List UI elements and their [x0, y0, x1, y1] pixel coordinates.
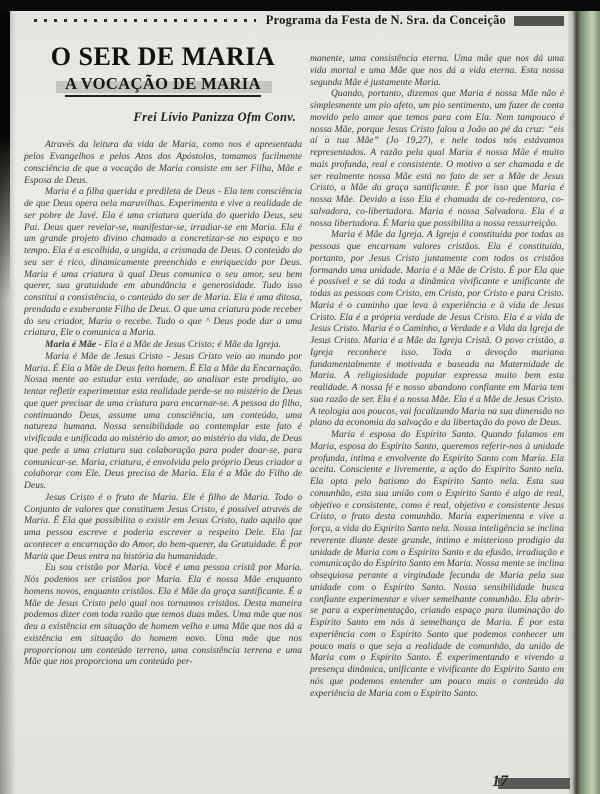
paragraph: manente, uma consistência eterna. Uma mãe que nos dá uma vida mortal e uma Mãe que nos dá a vida eterna. Esta nossa segunda Mãe é justamente Maria. [310, 53, 564, 88]
paragraph: Maria é Mãe de Jesus Cristo - Jesus Cristo veio ao mundo por Maria. É Ela a Mãe de Deus feito homem. É Ela a Mãe da Encarnação. Nossa mente ao estudar esta verdade, ao analisar este prodígio, ao tentar refletir experimentar esta realidade perde-se no mistério de Deus que quer precisar de uma criatura para encarnar-se. A pessoa do filho, continuando Deus, assume uma consciência, um conteúdo, uma natureza humana. Nossa sensibilidade ao contemplar este fato é vivificada e unificada ao mistério do amor, ao mistério da vida, de Deus que pede a uma criatura sua colaboração para poder doar-se, para comunicar-se. Maria, criatura, é envolvida pelo próprio Deus criador a colaborar com Ele. Deus precisa de Maria. Ela é a Mãe do Filho de Deus. [24, 350, 302, 492]
scan-left-edge [0, 0, 10, 300]
left-column-paragraphs [24, 139, 302, 668]
article-subtitle: A VOCAÇÃO DE MARIA [65, 74, 261, 97]
right-column [310, 31, 564, 794]
scan-top-edge [0, 0, 600, 11]
article-title: O SER DE MARIA [50, 42, 276, 71]
article-title-block [24, 31, 302, 139]
footer-accent-bar [498, 778, 570, 789]
paragraph: Maria é a filha querida e predileta de Deus - Ela tem consciência de que Deus opera nela maravilhas. Experimenta e vive a realidade de ser pobre de Javé. Ela é uma criatura querida do querido Deus, seu Pai. Deus quer revelar-se, manifestar-se, irradiar-se em Maria. Ela é um grande projeto divino chamado a concretizar-se no espaço e no tempo. Ela é a escolhida, a ungida, a crismada de Deus. O conteúdo do seu ser é rico, dinamicamente preenchido e enriquecido por Deus. Maria é uma criatura à qual Deus comunica o seu amor, seu bem querer, sua gratuidade em abundância e generosidade. Tudo isso constitui a consistência, o conteúdo do ser de Maria. Ela é uma ditosa, prendada e exuberante Filha de Deus. O que uma criatura pode receber do seu criador, Maria o recebe. Tudo o que ^ Deus pode dar a uma criatura, Ele o comunica a Maria. [24, 186, 302, 339]
article-author: Frei Lívio Panizza Ofm Conv. [133, 110, 296, 125]
right-column-paragraphs [310, 31, 564, 699]
paragraph: Maria é esposa do Espírito Santo. Quando falamos em Maria, esposa do Espírito Santo, queremos referir-nos à unidade profunda, íntima e envolvente do Espírito Santo com Maria. Ela aceita. Consciente e livremente, a ação do Espírito Santo nela. Ela opta pelo batismo do Espírito Santo nela. Esta sua comunhão, esta sua união com o Espírito Santo é algo de real, objetivo e consistente, como é real, objetivo e consistente Jesus Cristo, o fruto desta comunhão. Maria experimenta e vive a força, a vida do Espírito Santo nela. Nossa inteligência se inclina reverente diante deste grande, íntimo e misterioso prodígio da unidade de Maria com o Espírito Santo e da efusão, irradiação e comunicação do Espírito Santo em Maria. Nossa mente se inclina obsequiosa perante a virgindade fecunda de Maria pela sua unidade com o Espírito Santo. Nossa sensibilidade busca confiante experimentar e viver semelhante comunhão. Ela abrir-se para a experimentação, criando espaço para iluminação do Espírito Santo em nós à semelhança de Maria. É por esta experiência com o Espírito Santo que podemos conhecer um pouco mais o que seja a realidade de comunhão, da união de Maria com o Espírito Santo. É experimentando e vivendo a presença dinâmica, unificante e vivificante do Espírito Santo em nós que podemos entender um pouco mais o conteúdo da experiência de Maria com o Espírito Santo. [310, 429, 564, 699]
booklet-title: Programa da Festa de N. Sra. da Conceição [265, 13, 506, 27]
left-column [24, 31, 302, 794]
book-spine-edge [568, 0, 600, 794]
paragraph: Através da leitura da vida de Maria, como nos é apresentada pelos Evangelhos e pelos Atos dos Apóstolos, tomamos facilmente consciência de que a vocação de Maria consiste em ser Filha, Mãe e Esposa de Deus. [24, 139, 302, 186]
article-subtitle-wrap [24, 74, 302, 98]
paragraph: Maria é Mãe da Igreja. A Igreja é constituída por todas as pessoas que encarnam valores cristãos. Ela é constituída, portanto, por Jesus Cristo juntamente com todos os cristãos formando uma unidade. Maria é a Mãe de Cristo. É por Ela que é possível e se dá toda a dinâmica vivificante e unificante de todas as pessoas com Cristo, em Cristo, por Cristo e para Cristo. Maria é o caminho que leva à experiência e à vida de Jesus Cristo. Ela é a própria verdade de Jesus Cristo. Ela é a vida de Jesus Cristo. Maria é o Caminho, a Verdade e a Vida da Igreja de Jesus Cristo. Maria é a Mãe da Igreja Cristã. O povo cristão, a Igreja reconhece isso. Toda a devoção mariana fundamentalmente é motivada e baseada na Maternidade de Maria. A religiosidade popular expressa muito bem esta realidade. A nossa fé e nosso abandono confiante em Maria tem sua razão de ser. Ela é a nossa Mãe. Ela é a Mãe de Jesus Cristo. A teologia aos poucos, vai focalizando Maria na sua dimensão no plano da economia da salvação e da libertação do povo de Deus. [310, 229, 564, 429]
page-footer [492, 774, 570, 790]
header-accent-bar [514, 16, 564, 26]
article-body [24, 31, 564, 794]
page-header [34, 13, 564, 28]
dotted-leader [34, 19, 256, 22]
paragraph-lead: Maria é Mãe [45, 339, 97, 351]
paragraph: Jesus Cristo é o fruto de Maria. Ele é filho de Maria. Todo o Conjunto de valores que constituem Jesus Cristo, é possível através de Maria. É Ela que possibilita o existir em Jesus Cristo, tudo aquilo que uma pessoa escreve e poderia escrever a respeito Dele. Ela faz acontecer a encarnação do Amor, do bem-querer, da Gratuidade. É por Maria que Deus entra na história da humanidade. [24, 491, 302, 562]
paragraph: Eu sou cristão por Maria. Você é uma pessoa cristã por Maria. Nós podemos ser cristãos por Maria. Ela é nossa Mãe enquanto homens novos, enquanto cristãos. Ela é Mãe da graça santificante. É a Mãe de Jesus Cristo pelo qual nos tornamos cristãos. Desta maneira podemos dizer com toda razão que temos duas mães. Uma mãe que nos deu a existência em situação de homem velho e uma Mãe que nos dá a existência em situação do homem novo. Uma mãe que nos proporcionou um conteúdo terreno, uma consistência terrena e uma Mãe que nos proporciona um conteúdo per- [24, 562, 302, 668]
paragraph: Maria é Mãe - Ela é a Mãe de Jesus Cristo; é Mãe da Igreja. [45, 339, 281, 351]
paragraph: Quando, portanto, dizemos que Maria é nossa Mãe não é simplesmente um pio afeto, um pio sentimento, um fazer de conta movido pelo amor que temos para com Ela. Nem tampouco é nossa Mãe, porque Jesus Cristo falou a João ao pé da cruz: “eis aí a tua Mãe” (Jo 19,27), e nele todos nós estávamos representados. A razão pela qual Maria é nossa Mãe é muito mais profunda, real e consistente. O motivo a ser chamada e de ser realmente nossa Mãe está no fato de ser a Mãe de Jesus Cristo, a Mãe da graça santificante. É por isso que Maria é nossa Mãe. Devido a isso Ela é chamada de co-redentora, co-salvadora, co-libertadora. Maria é nossa Salvadora. Ela é a nossa libertadora. É Maria que possibilita a nossa ressurreição. [310, 88, 564, 229]
page-number: 17 [492, 773, 508, 790]
